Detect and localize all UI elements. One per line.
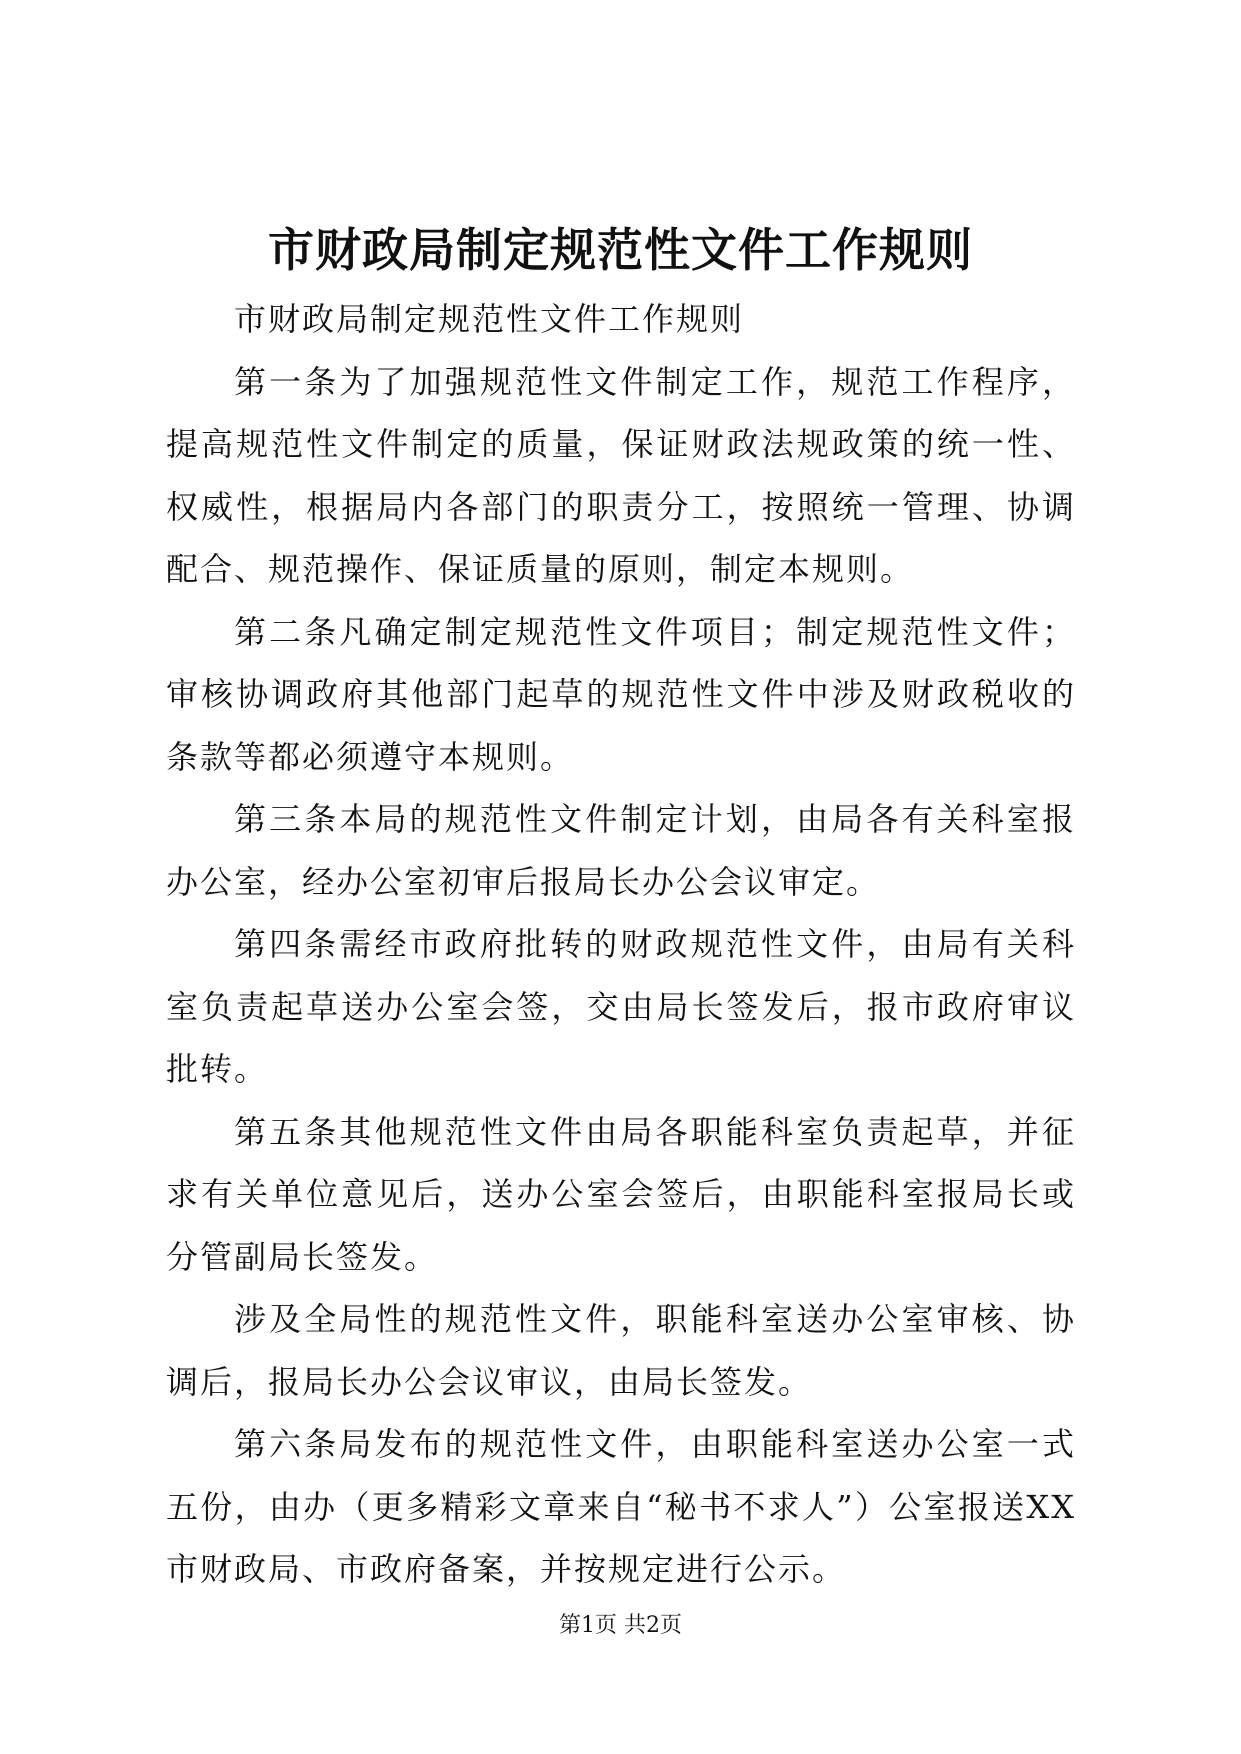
paragraph-subtitle: 市财政局制定规范性文件工作规则 [234, 300, 745, 338]
document-body [166, 288, 1076, 1601]
paragraph-article-3: 第三条本局的规范性文件制定计划，由局各有关科室报办公室，经办公室初审后报局长办公会议审定。 [166, 800, 1076, 901]
paragraph-article-4: 第四条需经市政府批转的财政规范性文件，由局有关科室负责起草送办公室会签，交由局长签发后，报市政府审议批转。 [166, 925, 1076, 1088]
paragraph-article-6: 第六条局发布的规范性文件，由职能科室送办公室一式五份，由办（更多精彩文章来自“秘书不求人”）公室报送XX市财政局、市政府备案，并按规定进行公示。 [166, 1425, 1076, 1588]
page-number: 第1页 共2页 [559, 1613, 682, 1638]
paragraph-article-5: 第五条其他规范性文件由局各职能科室负责起草，并征求有关单位意见后，送办公室会签后，由职能科室报局长或分管副局长签发。 [166, 1112, 1076, 1276]
paragraph-article-5-supplement: 涉及全局性的规范性文件，职能科室送办公室审核、协调后，报局长办公会议审议，由局长签发。 [166, 1300, 1076, 1401]
document-title: 市财政局制定规范性文件工作规则 [268, 223, 973, 277]
paragraph-article-2: 第二条凡确定制定规范性文件项目；制定规范性文件；审核协调政府其他部门起草的规范性文件中涉及财政税收的条款等都必须遵守本规则。 [166, 612, 1076, 776]
paragraph-article-1: 第一条为了加强规范性文件制定工作，规范工作程序，提高规范性文件制定的质量，保证财政法规政策的统一性、权威性，根据局内各部门的职责分工，按照统一管理、协调配合、规范操作、保证质量的原则，制定本规则。 [166, 362, 1076, 588]
page-footer [0, 1611, 1241, 1641]
